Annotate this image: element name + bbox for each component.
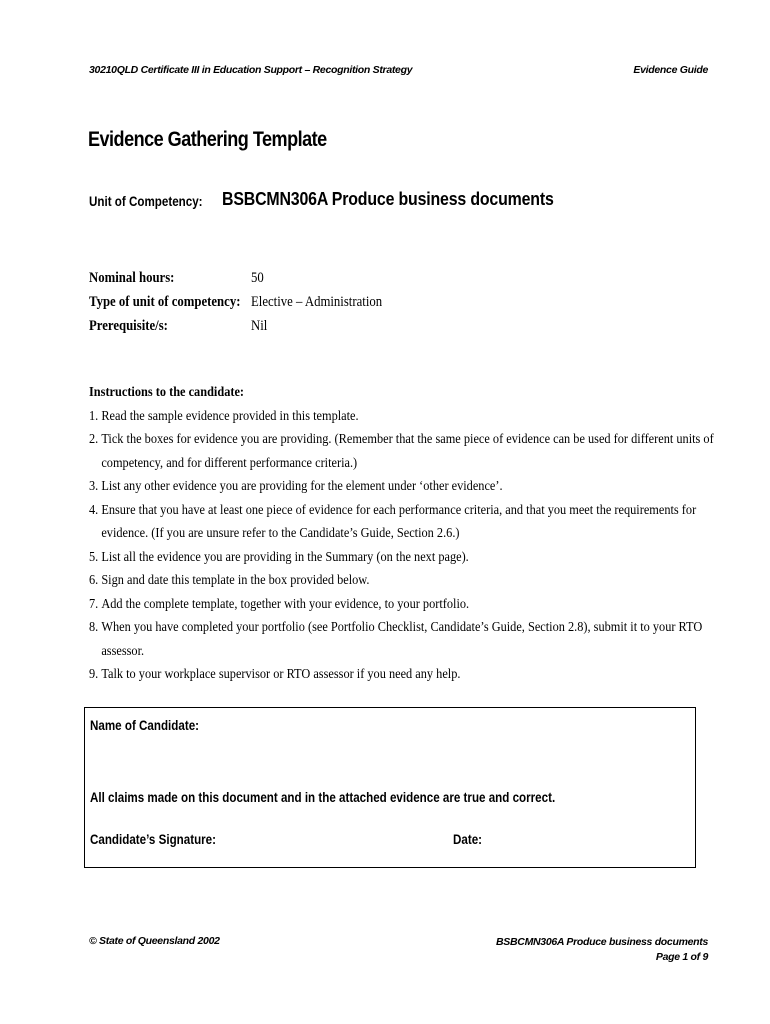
instructions-list [89,405,729,687]
candidate-signature-label: Candidate’s Signature: [90,832,217,847]
unit-type-value: Elective – Administration [251,294,383,310]
list-item-text: When you have completed your portfolio (see Portfolio Checklist, Candidate’s Guide, Section 2.8), submit it to your RTO assessor. [101,620,703,659]
footer-unit-title: BSBCMN306A Produce business documents [496,936,708,948]
list-item-text: Read the sample evidence provided in this template. [101,408,359,424]
nominal-hours-label: Nominal hours: [89,270,175,286]
list-item-number: 2. [89,432,99,447]
list-item-text: List all the evidence you are providing in the Summary (on the next page). [101,549,469,565]
list-item [89,475,739,499]
list-item [89,569,739,593]
list-item-number: 8. [89,620,99,635]
list-item [89,663,739,687]
list-item-number: 5. [89,549,99,565]
list-item-text: Tick the boxes for evidence you are providing. (Remember that the same piece of evidence can be used for different units of competency, and for different performance criteria.) [101,432,714,471]
list-item [89,616,739,663]
header-course-title: 30210QLD Certificate III in Education Support – Recognition Strategy [89,64,413,76]
footer-page-info [496,935,708,965]
list-item-text: Talk to your workplace supervisor or RTO assessor if you need any help. [101,667,461,682]
list-item-text: Sign and date this template in the box provided below. [101,573,370,588]
page-title: Evidence Gathering Template [88,128,327,151]
list-item-number: 7. [89,596,99,612]
unit-type-label: Type of unit of competency: [89,294,241,310]
list-item-text: List any other evidence you are providing for the element under ‘other evidence’. [101,479,503,494]
list-item-number: 4. [89,502,99,518]
prerequisites-value: Nil [251,318,268,334]
unit-of-competency-label: Unit of Competency: [89,194,203,209]
list-item-number: 6. [89,573,99,588]
instructions-section [89,381,729,687]
nominal-hours-value: 50 [251,270,264,286]
header-section-title: Evidence Guide [633,64,708,76]
list-item-number: 3. [89,479,99,494]
page-number: Page 1 of 9 [655,951,708,963]
list-item-text: Add the complete template, together with your evidence, to your portfolio. [101,596,470,612]
candidate-name-label: Name of Candidate: [90,718,200,733]
list-item-text: Ensure that you have at least one piece of evidence for each performance criteria, and that you meet the requirements for evidence. (If you are unsure refer to the Candidate’s Guide, Section 2.6.) [101,502,697,541]
list-item [89,546,739,570]
date-label: Date: [453,832,483,847]
list-item [89,428,739,475]
unit-of-competency-value: BSBCMN306A Produce business documents [222,188,554,209]
list-item [89,593,739,617]
footer-copyright: © State of Queensland 2002 [89,935,220,947]
list-item [89,499,739,546]
candidate-declaration-box [84,707,696,868]
prerequisites-label: Prerequisite/s: [89,318,168,334]
list-item-number: 1. [89,408,99,424]
list-item-number: 9. [89,667,99,682]
instructions-heading: Instructions to the candidate: [89,385,245,400]
declaration-statement: All claims made on this document and in the attached evidence are true and correct. [90,790,556,805]
list-item [89,405,739,429]
